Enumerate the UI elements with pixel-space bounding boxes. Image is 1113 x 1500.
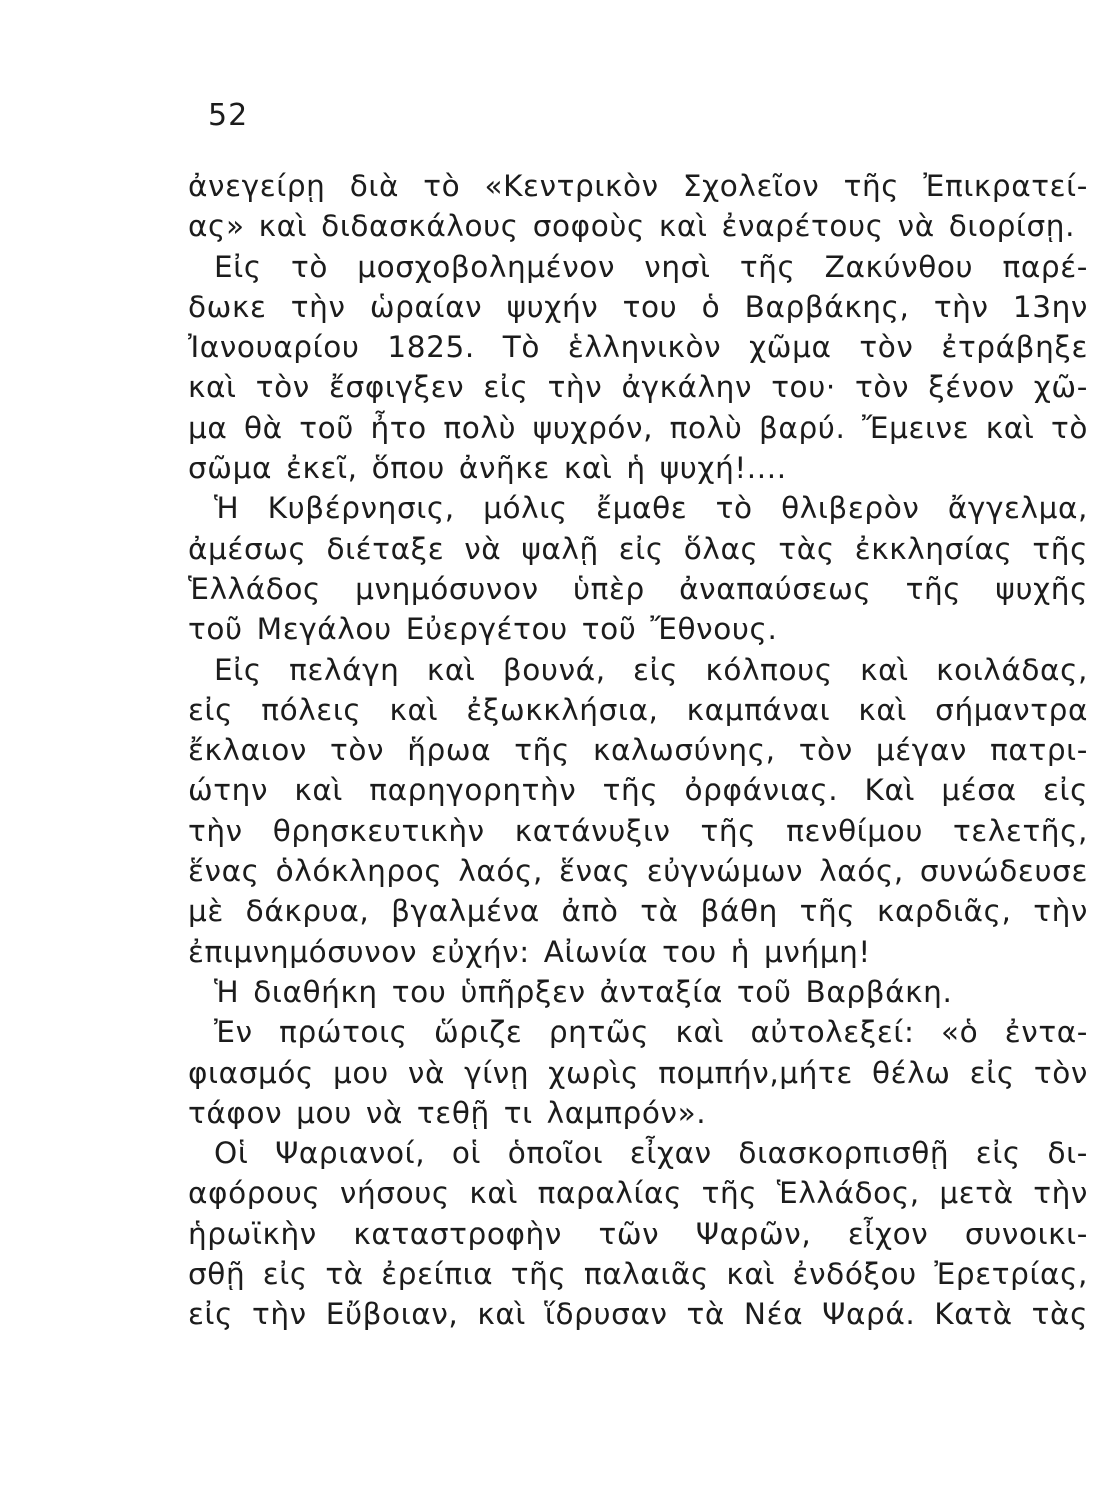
page-number: 52 [208,98,249,133]
text-line: ἀνεγείρῃ διὰ τὸ «Κεντρικὸν Σχολεῖον τῆς Ἐπικρατεί- [188,169,1088,203]
text-line: Οἱ Ψαριανοί, οἱ ὁποῖοι εἶχαν διασκορπισθῇ εἰς δι- [214,1136,1088,1171]
text-line: μα θὰ τοῦ ἦτο πολὺ ψυχρόν, πολὺ βαρύ. Ἔμεινε καὶ τὸ [188,410,1088,445]
text-line: ώτην καὶ παρηγορητὴν τῆς ὀρφάνιας. Καὶ μέσα εἰς [188,773,1088,808]
text-line: σθῇ εἰς τὰ ἐρείπια τῆς παλαιᾶς καὶ ἐνδόξου Ἐρετρίας, [188,1257,1088,1292]
text-line: Εἰς πελάγη καὶ βουνά, εἰς κόλπους καὶ κοιλάδας, [214,652,1088,687]
text-line: ἔκλαιον τὸν ἥρωα τῆς καλωσύνης, τὸν μέγαν πατρι- [188,733,1088,768]
text-line: σῶμα ἐκεῖ, ὅπου ἀνῆκε καὶ ἡ ψυχή!.... [188,451,787,486]
text-line: εἰς τὴν Εὔβοιαν, καὶ ἵδρυσαν τὰ Νέα Ψαρά. Κατὰ τὰς [188,1297,1088,1332]
text-line: καὶ τὸν ἔσφιγξεν εἰς τὴν ἀγκάλην του· τὸν ξένον χῶ- [188,370,1088,405]
text-line: τάφον μου νὰ τεθῇ τι λαμπρόν». [188,1095,707,1130]
text-line: φιασμός μου νὰ γίνῃ χωρὶς πομπήν,μήτε θέλω εἰς τὸν [188,1055,1088,1090]
body-text [188,166,1088,1335]
text-line: αφόρους νήσους καὶ παραλίας τῆς Ἑλλάδος, μετὰ τὴν [188,1176,1088,1211]
text-line: ἐπιμνημόσυνον εὐχήν: Αἰωνία του ἡ μνήμη! [188,934,871,969]
text-line: ἡρωϊκὴν καταστροφὴν τῶν Ψαρῶν, εἶχον συνοικι- [188,1216,1088,1251]
text-line: Εἰς τὸ μοσχοβολημένον νησὶ τῆς Ζακύνθου παρέ- [214,249,1088,284]
text-line: Ἡ Κυβέρνησις, μόλις ἔμαθε τὸ θλιβερὸν ἄγγελμα, [214,491,1088,526]
text-line: ἕνας ὁλόκληρος λαός, ἕνας εὐγνώμων λαός, συνώδευσε [188,854,1088,889]
text-line: Ἰανουαρίου 1825. Τὸ ἑλληνικὸν χῶμα τὸν ἐτράβηξε [188,330,1088,365]
text-line: Ἑλλάδος μνημόσυνον ὑπὲρ ἀναπαύσεως τῆς ψυχῆς [188,571,1088,606]
text-line: μὲ δάκρυα, βγαλμένα ἀπὸ τὰ βάθη τῆς καρδιᾶς, τὴν [188,894,1088,929]
text-line: τὴν θρησκευτικὴν κατάνυξιν τῆς πενθίμου τελετῆς, [188,813,1088,848]
text-line: δωκε τὴν ὡραίαν ψυχήν του ὁ Βαρβάκης, τὴν 13ην [188,289,1088,324]
text-line: ας» καὶ διδασκάλους σοφοὺς καὶ ἐναρέτους νὰ διορίσῃ. [188,209,1076,244]
text-line: εἰς πόλεις καὶ ἐξωκκλήσια, καμπάναι καὶ σήμαντρα [188,692,1088,727]
text-line: Ἐν πρώτοις ὥριζε ρητῶς καὶ αὐτολεξεί: «ὁ ἐντα- [214,1015,1088,1050]
text-line: τοῦ Μεγάλου Εὐεργέτου τοῦ Ἔθνους. [188,612,778,647]
text-line: ἀμέσως διέταξε νὰ ψαλῇ εἰς ὅλας τὰς ἐκκλησίας τῆς [188,531,1088,566]
text-line: Ἡ διαθήκη του ὑπῆρξεν ἀνταξία τοῦ Βαρβάκη. [214,974,953,1009]
